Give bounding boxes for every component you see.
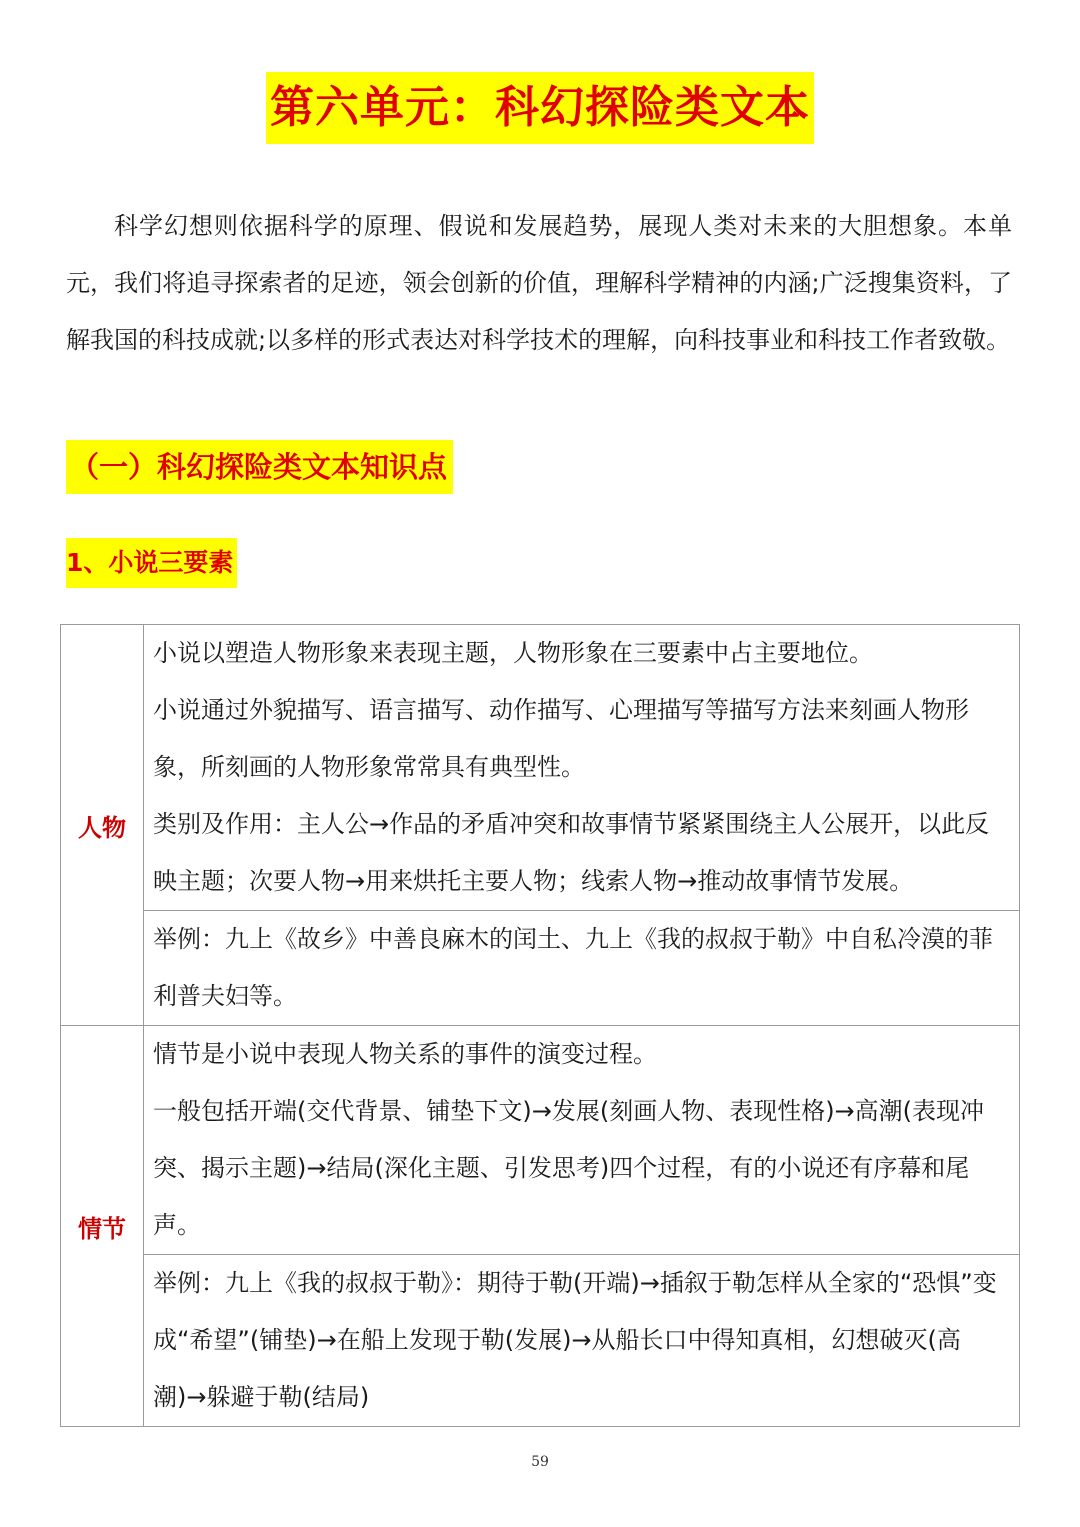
sub-heading: 1、小说三要素 xyxy=(66,538,237,588)
character-line: 小说通过外貌描写、语言描写、动作描写、心理描写等描写方法来刻画人物形象，所刻画的人物形象常常具有典型性。 xyxy=(153,696,969,781)
table-row-character-example xyxy=(61,911,1020,1026)
row-label-character: 人物 xyxy=(61,625,144,1026)
plot-line: 一般包括开端(交代背景、铺垫下文)→发展(刻画人物、表现性格)→高潮(表现冲突、揭示主题)→结局(深化主题、引发思考)四个过程，有的小说还有序幕和尾声。 xyxy=(153,1097,985,1239)
character-example: 举例：九上《故乡》中善良麻木的闰土、九上《我的叔叔于勒》中自私冷漠的菲利普夫妇等。 xyxy=(153,925,993,1010)
plot-description-cell xyxy=(144,1026,1020,1255)
character-line: 类别及作用：主人公→作品的矛盾冲突和故事情节紧紧围绕主人公展开，以此反映主题；次要人物→用来烘托主要人物；线索人物→推动故事情节发展。 xyxy=(153,810,990,895)
plot-line: 情节是小说中表现人物关系的事件的演变过程。 xyxy=(153,1040,657,1068)
section-heading: （一）科幻探险类文本知识点 xyxy=(66,440,453,494)
intro-paragraph: 科学幻想则依据科学的原理、假说和发展趋势，展现人类对未来的大胆想象。本单元，我们将追寻探索者的足迹，领会创新的价值，理解科学精神的内涵;广泛搜集资料，了解我国的科技成就;以多样的形式表达对科学技术的理解，向科技事业和科技工作者致敬。 xyxy=(66,212,1012,354)
plot-example-cell xyxy=(144,1255,1020,1427)
table-row-plot-example xyxy=(61,1255,1020,1427)
novel-elements-table xyxy=(60,624,1020,1427)
plot-example: 举例：九上《我的叔叔于勒》：期待于勒(开端)→插叙于勒怎样从全家的“恐惧”变成“希望”(铺垫)→在船上发现于勒(发展)→从船长口中得知真相，幻想破灭(高潮)→躲避于勒(结局) xyxy=(153,1269,997,1411)
character-description-cell xyxy=(144,625,1020,911)
page-title: 第六单元：科幻探险类文本 xyxy=(266,72,814,144)
character-example-cell xyxy=(144,911,1020,1026)
table-row-plot-description xyxy=(61,1026,1020,1255)
table-row-character-description xyxy=(61,625,1020,911)
page-number: 59 xyxy=(531,1454,549,1470)
row-label-plot: 情节 xyxy=(61,1026,144,1427)
character-line: 小说以塑造人物形象来表现主题，人物形象在三要素中占主要地位。 xyxy=(153,639,873,667)
title-wrapper xyxy=(0,72,1080,144)
